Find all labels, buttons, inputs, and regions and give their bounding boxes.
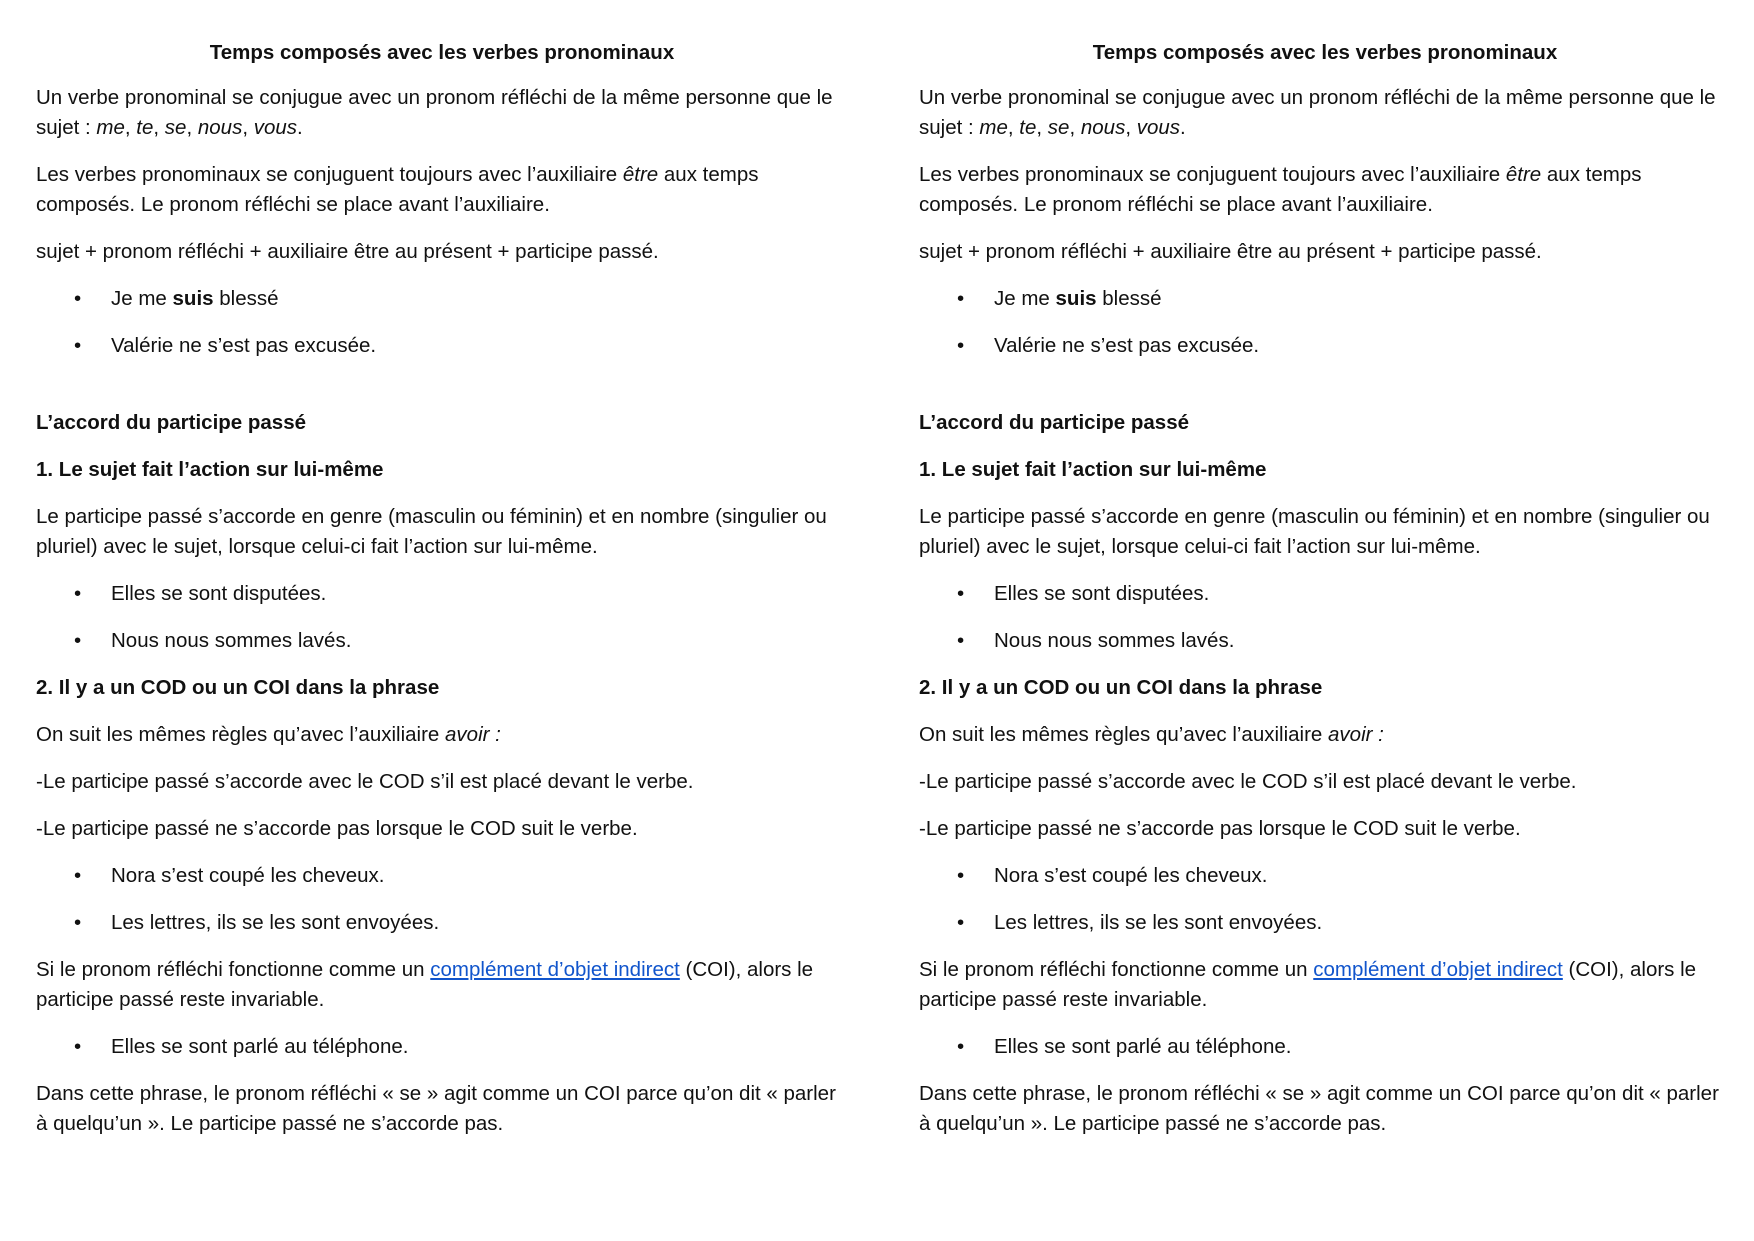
pronoun-vous: vous bbox=[253, 116, 298, 139]
list-item bbox=[919, 861, 1731, 891]
pronoun-se: se bbox=[164, 116, 187, 139]
coi-text-a: Si le pronom réfléchi fonctionne comme un bbox=[919, 958, 1314, 981]
example-text: Nora s’est coupé les cheveux. bbox=[111, 864, 385, 887]
rule-2: -Le participe passé ne s’accorde pas lorsque le COD suit le verbe. bbox=[36, 817, 638, 840]
document-column-right bbox=[919, 38, 1731, 1156]
bullet-icon: • bbox=[74, 629, 82, 652]
pronoun-vous: vous bbox=[1136, 116, 1181, 139]
rule-avoir: avoir : bbox=[445, 723, 501, 746]
list-item bbox=[36, 331, 848, 361]
example-text: Nora s’est coupé les cheveux. bbox=[994, 864, 1268, 887]
final-paragraph: Dans cette phrase, le pronom réfléchi « se » agit comme un COI parce qu’on dit « parler à quelqu’un ». Le participe passé ne s’accorde pas. bbox=[36, 1082, 836, 1135]
example-text: Elles se sont parlé au téléphone. bbox=[111, 1035, 409, 1058]
separator: , bbox=[1125, 116, 1137, 139]
bullet-icon: • bbox=[957, 1035, 965, 1058]
bullet-icon: • bbox=[957, 864, 965, 887]
example-text: Nous nous sommes lavés. bbox=[111, 629, 352, 652]
pronoun-me: me bbox=[96, 116, 125, 139]
example-text: Elles se sont disputées. bbox=[111, 582, 327, 605]
rule-2: -Le participe passé ne s’accorde pas lorsque le COD suit le verbe. bbox=[919, 817, 1521, 840]
bullet-icon: • bbox=[957, 629, 965, 652]
examples-list-2 bbox=[36, 579, 848, 656]
spacer bbox=[919, 378, 1731, 408]
final-paragraph: Dans cette phrase, le pronom réfléchi « se » agit comme un COI parce qu’on dit « parler à quelqu’un ». Le participe passé ne s’accorde pas. bbox=[919, 1082, 1719, 1135]
example-bold: suis bbox=[172, 287, 214, 310]
list-item bbox=[919, 908, 1731, 938]
document-title: Temps composés avec les verbes pronominaux bbox=[209, 41, 675, 64]
subsection-2-heading: 2. Il y a un COD ou un COI dans la phrase bbox=[919, 676, 1323, 699]
example-text: Les lettres, ils se les sont envoyées. bbox=[994, 911, 1323, 934]
aux-text-b: aux temps composés. Le pronom réfléchi se place avant l’auxiliaire. bbox=[919, 163, 1642, 216]
list-item bbox=[919, 626, 1731, 656]
separator: , bbox=[124, 116, 137, 139]
list-item bbox=[919, 579, 1731, 609]
subsection-1-text: Le participe passé s’accorde en genre (masculin ou féminin) et en nombre (singulier ou pluriel) avec le sujet, lorsque celui-ci fait l’action sur lui-même. bbox=[36, 505, 827, 558]
examples-list-1 bbox=[919, 284, 1731, 361]
list-item bbox=[36, 861, 848, 891]
pronoun-te: te bbox=[1019, 116, 1037, 139]
example-text: blessé bbox=[213, 287, 279, 310]
document-title: Temps composés avec les verbes pronominaux bbox=[1092, 41, 1558, 64]
example-text: Valérie ne s’est pas excusée. bbox=[994, 334, 1260, 357]
intro-text: Un verbe pronominal se conjugue avec un pronom réfléchi de la même personne que le sujet : bbox=[919, 86, 1716, 139]
coi-paragraph bbox=[919, 955, 1731, 1015]
example-text: Je me bbox=[111, 287, 173, 310]
coi-text-b: (COI), alors le participe passé reste invariable. bbox=[919, 958, 1697, 1011]
aux-text-b: aux temps composés. Le pronom réfléchi se place avant l’auxiliaire. bbox=[36, 163, 759, 216]
aux-text-a: Les verbes pronominaux se conjuguent toujours avec l’auxiliaire bbox=[36, 163, 623, 186]
list-item bbox=[36, 284, 848, 314]
auxiliary-paragraph bbox=[36, 160, 848, 220]
intro-paragraph bbox=[919, 83, 1731, 143]
examples-list-3 bbox=[36, 861, 848, 938]
list-item bbox=[919, 284, 1731, 314]
subsection-1-heading: 1. Le sujet fait l’action sur lui-même bbox=[919, 458, 1267, 481]
example-text: Valérie ne s’est pas excusée. bbox=[111, 334, 377, 357]
subsection-1-text: Le participe passé s’accorde en genre (masculin ou féminin) et en nombre (singulier ou pluriel) avec le sujet, lorsque celui-ci fait l’action sur lui-même. bbox=[919, 505, 1710, 558]
list-item bbox=[919, 1032, 1731, 1062]
bullet-icon: • bbox=[74, 334, 82, 357]
examples-list-4 bbox=[919, 1032, 1731, 1062]
pronoun-te: te bbox=[136, 116, 154, 139]
separator: , bbox=[1007, 116, 1020, 139]
pronoun-nous: nous bbox=[1080, 116, 1126, 139]
bullet-icon: • bbox=[957, 287, 965, 310]
document-column-left bbox=[36, 38, 848, 1156]
separator: , bbox=[153, 116, 165, 139]
list-item bbox=[36, 626, 848, 656]
list-item bbox=[919, 331, 1731, 361]
subsection-1-heading: 1. Le sujet fait l’action sur lui-même bbox=[36, 458, 384, 481]
bullet-icon: • bbox=[957, 334, 965, 357]
examples-list-3 bbox=[919, 861, 1731, 938]
subsection-2-heading: 2. Il y a un COD ou un COI dans la phrase bbox=[36, 676, 440, 699]
separator: , bbox=[242, 116, 254, 139]
spacer bbox=[36, 378, 848, 408]
pronoun-nous: nous bbox=[197, 116, 243, 139]
section-heading: L’accord du participe passé bbox=[36, 411, 307, 434]
auxiliary-paragraph bbox=[919, 160, 1731, 220]
example-text: Nous nous sommes lavés. bbox=[994, 629, 1235, 652]
separator: , bbox=[186, 116, 198, 139]
list-item bbox=[36, 908, 848, 938]
examples-list-2 bbox=[919, 579, 1731, 656]
bullet-icon: • bbox=[74, 864, 82, 887]
list-item bbox=[36, 1032, 848, 1062]
section-heading: L’accord du participe passé bbox=[919, 411, 1190, 434]
bullet-icon: • bbox=[957, 911, 965, 934]
pronoun-se: se bbox=[1047, 116, 1070, 139]
examples-list-1 bbox=[36, 284, 848, 361]
aux-text-a: Les verbes pronominaux se conjuguent toujours avec l’auxiliaire bbox=[919, 163, 1506, 186]
rule-text: On suit les mêmes règles qu’avec l’auxiliaire bbox=[36, 723, 446, 746]
rule-text: On suit les mêmes règles qu’avec l’auxiliaire bbox=[919, 723, 1329, 746]
bullet-icon: • bbox=[74, 911, 82, 934]
example-text: Elles se sont parlé au téléphone. bbox=[994, 1035, 1292, 1058]
coi-link[interactable]: complément d’objet indirect bbox=[1313, 958, 1563, 981]
separator: , bbox=[1069, 116, 1081, 139]
bullet-icon: • bbox=[74, 287, 82, 310]
pronoun-me: me bbox=[979, 116, 1008, 139]
coi-text-a: Si le pronom réfléchi fonctionne comme un bbox=[36, 958, 431, 981]
period: . bbox=[1180, 116, 1186, 139]
rule-1: -Le participe passé s’accorde avec le COD s’il est placé devant le verbe. bbox=[36, 770, 694, 793]
rule-intro bbox=[36, 720, 848, 750]
separator: , bbox=[1036, 116, 1048, 139]
rule-intro bbox=[919, 720, 1731, 750]
rule-1: -Le participe passé s’accorde avec le COD s’il est placé devant le verbe. bbox=[919, 770, 1577, 793]
bullet-icon: • bbox=[957, 582, 965, 605]
examples-list-4 bbox=[36, 1032, 848, 1062]
coi-text-b: (COI), alors le participe passé reste invariable. bbox=[36, 958, 814, 1011]
intro-text: Un verbe pronominal se conjugue avec un pronom réfléchi de la même personne que le sujet : bbox=[36, 86, 833, 139]
example-text: Elles se sont disputées. bbox=[994, 582, 1210, 605]
example-text: Les lettres, ils se les sont envoyées. bbox=[111, 911, 440, 934]
aux-etre: être bbox=[622, 163, 659, 186]
example-text: Je me bbox=[994, 287, 1056, 310]
coi-link[interactable]: complément d’objet indirect bbox=[430, 958, 680, 981]
aux-etre: être bbox=[1505, 163, 1542, 186]
coi-paragraph bbox=[36, 955, 848, 1015]
bullet-icon: • bbox=[74, 582, 82, 605]
bullet-icon: • bbox=[74, 1035, 82, 1058]
list-item bbox=[36, 579, 848, 609]
formula-paragraph: sujet + pronom réfléchi + auxiliaire être au présent + participe passé. bbox=[919, 240, 1542, 263]
period: . bbox=[297, 116, 303, 139]
intro-paragraph bbox=[36, 83, 848, 143]
example-bold: suis bbox=[1055, 287, 1097, 310]
formula-paragraph: sujet + pronom réfléchi + auxiliaire être au présent + participe passé. bbox=[36, 240, 659, 263]
rule-avoir: avoir : bbox=[1328, 723, 1384, 746]
example-text: blessé bbox=[1096, 287, 1162, 310]
